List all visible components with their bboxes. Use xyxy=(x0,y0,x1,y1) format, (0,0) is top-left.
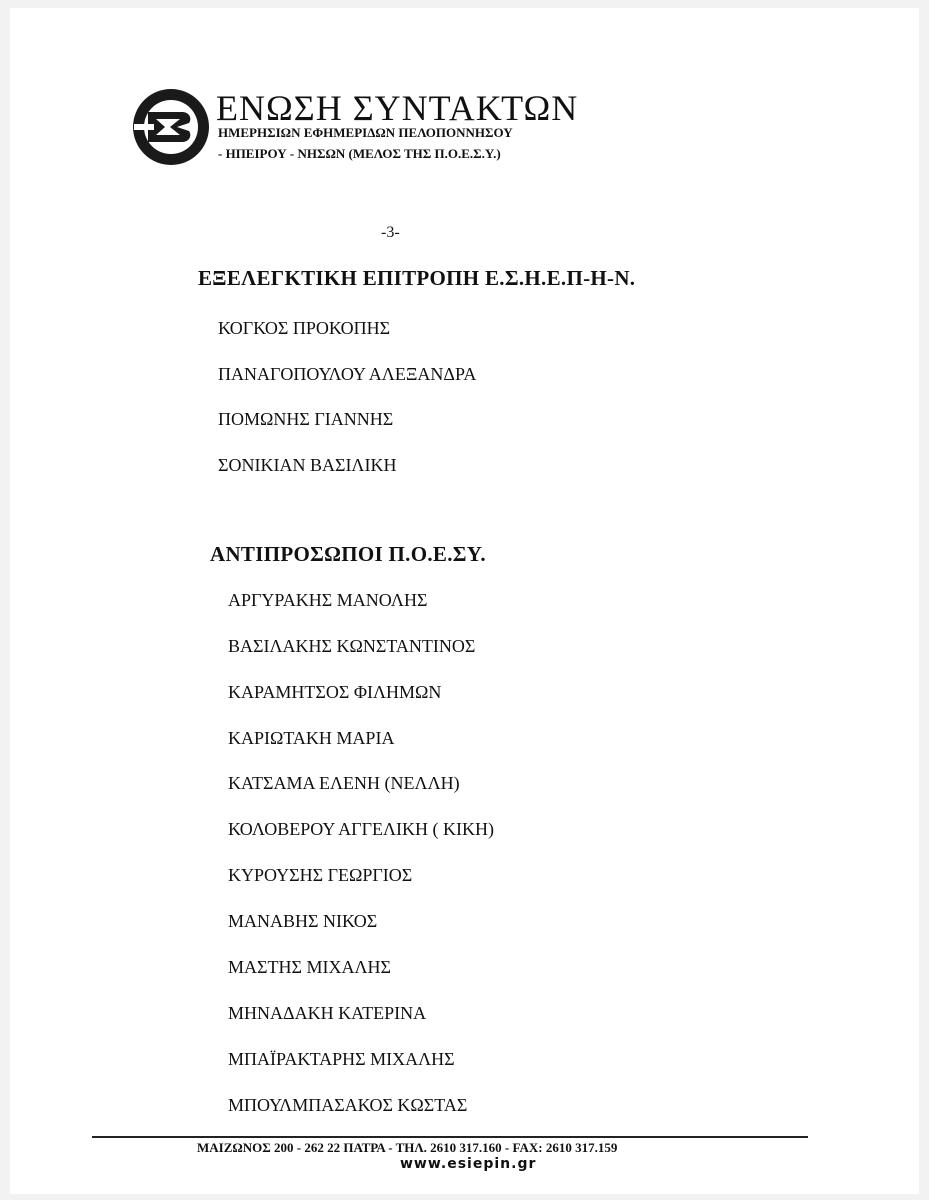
footer-website: www.esiepin.gr xyxy=(400,1156,537,1172)
organization-subtitle-line-2: - ΗΠΕΙΡΟΥ - ΝΗΣΩΝ (ΜΕΛΟΣ ΤΗΣ Π.Ο.Ε.Σ.Υ.) xyxy=(218,146,501,161)
representative-member: ΜΠΑΪΡΑΚΤΑΡΗΣ ΜΙΧΑΛΗΣ xyxy=(228,1049,455,1069)
page-number: -3- xyxy=(381,224,400,241)
footer-divider xyxy=(92,1136,808,1138)
footer-address: ΜΑΙΖΩΝΟΣ 200 - 262 22 ΠΑΤΡΑ - ΤΗΛ. 2610 317.160 - FAX: 2610 317.159 xyxy=(197,1140,618,1155)
document-page xyxy=(10,8,919,1194)
audit-committee-member: ΠΑΝΑΓΟΠΟΥΛΟΥ ΑΛΕΞΑΝΔΡΑ xyxy=(218,364,477,384)
audit-committee-member: ΠΟΜΩΝΗΣ ΓΙΑΝΝΗΣ xyxy=(218,409,394,429)
organization-name: ΕΝΩΣΗ ΣΥΝΤΑΚΤΩΝ xyxy=(216,88,579,128)
representative-member: ΚΑΡΙΩΤΑΚΗ ΜΑΡΙΑ xyxy=(228,728,395,748)
union-logo-icon xyxy=(132,88,210,166)
representative-member: ΜΑΝΑΒΗΣ ΝΙΚΟΣ xyxy=(228,911,378,931)
representative-member: ΜΗΝΑΔΑΚΗ ΚΑΤΕΡΙΝΑ xyxy=(228,1003,427,1023)
audit-committee-member: ΚΟΓΚΟΣ ΠΡΟΚΟΠΗΣ xyxy=(218,318,391,338)
representative-member: ΜΑΣΤΗΣ ΜΙΧΑΛΗΣ xyxy=(228,957,391,977)
representative-member: ΜΠΟΥΛΜΠΑΣΑΚΟΣ ΚΩΣΤΑΣ xyxy=(228,1095,468,1115)
representative-member: ΒΑΣΙΛΑΚΗΣ ΚΩΝΣΤΑΝΤΙΝΟΣ xyxy=(228,636,476,656)
representative-member: ΚΟΛΟΒΕΡΟΥ ΑΓΓΕΛΙΚΗ ( ΚΙΚΗ) xyxy=(228,819,494,839)
representative-member: ΚΥΡΟΥΣΗΣ ΓΕΩΡΓΙΟΣ xyxy=(228,865,413,885)
representative-member: ΑΡΓΥΡΑΚΗΣ ΜΑΝΟΛΗΣ xyxy=(228,590,428,610)
organization-subtitle-line-1: ΗΜΕΡΗΣΙΩΝ ΕΦΗΜΕΡΙΔΩΝ ΠΕΛΟΠΟΝΝΗΣΟΥ xyxy=(218,125,513,140)
representative-member: ΚΑΤΣΑΜΑ ΕΛΕΝΗ (ΝΕΛΛΗ) xyxy=(228,773,460,793)
representative-member: ΚΑΡΑΜΗΤΣΟΣ ΦΙΛΗΜΩΝ xyxy=(228,682,442,702)
audit-committee-title: ΕΞΕΛΕΓΚΤΙΚΗ ΕΠΙΤΡΟΠΗ Ε.Σ.Η.Ε.Π-Η-Ν. xyxy=(198,266,636,290)
audit-committee-member: ΣΟΝΙΚΙΑΝ ΒΑΣΙΛΙΚΗ xyxy=(218,455,397,475)
representatives-title: ΑΝΤΙΠΡΟΣΩΠΟΙ Π.Ο.Ε.ΣΥ. xyxy=(210,542,486,566)
